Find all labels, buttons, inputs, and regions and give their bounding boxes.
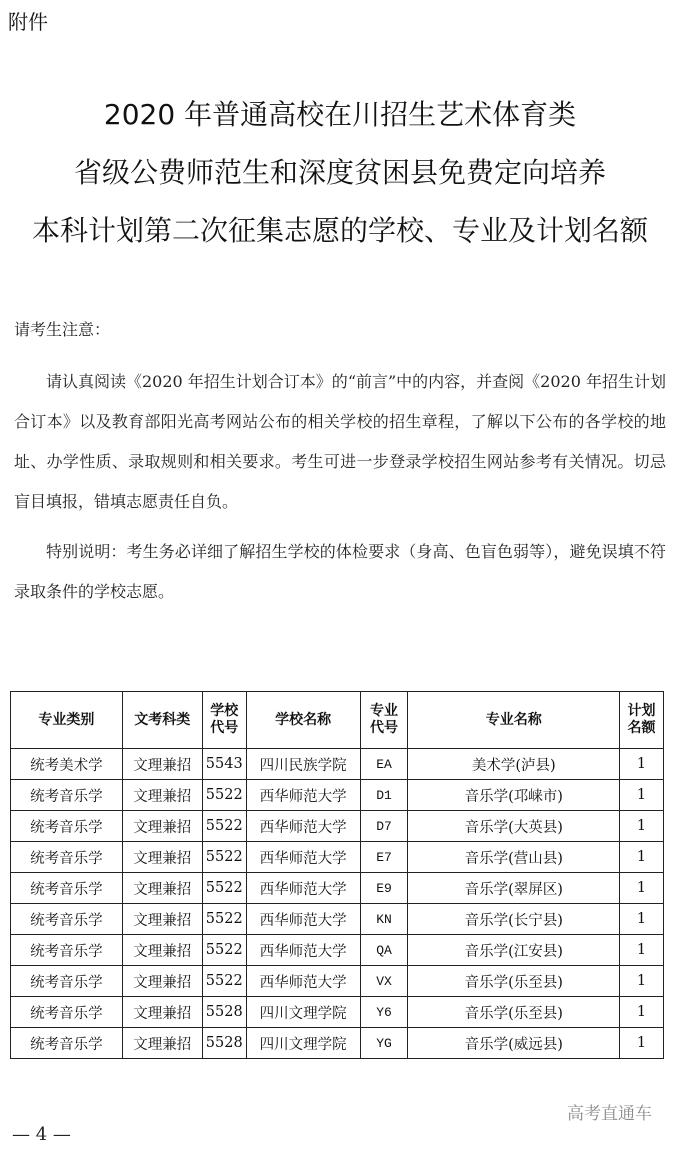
cell-major-name: 音乐学(邛崃市)	[408, 780, 620, 811]
cell-exam-subject: 文理兼招	[122, 780, 202, 811]
cell-school-name: 西华师范大学	[246, 842, 360, 873]
cell-major-name: 音乐学(威远县)	[408, 1028, 620, 1059]
cell-school-code: 5528	[202, 997, 246, 1028]
cell-school-name: 西华师范大学	[246, 873, 360, 904]
cell-plan-quota: 1	[620, 935, 664, 966]
cell-major-category: 统考音乐学	[11, 1028, 123, 1059]
cell-exam-subject: 文理兼招	[122, 966, 202, 997]
cell-school-name: 西华师范大学	[246, 780, 360, 811]
watermark: 高考直通车	[567, 1104, 652, 1124]
cell-school-code: 5528	[202, 1028, 246, 1059]
cell-major-name: 音乐学(江安县)	[408, 935, 620, 966]
cell-major-code: VX	[360, 966, 408, 997]
title-line-2: 省级公费师范生和深度贫困县免费定向培养	[73, 156, 606, 189]
cell-major-name: 音乐学(乐至县)	[408, 966, 620, 997]
cell-major-category: 统考音乐学	[11, 842, 123, 873]
cell-school-code: 5522	[202, 966, 246, 997]
table-row	[11, 1028, 664, 1059]
cell-major-code: KN	[360, 904, 408, 935]
header-exam-subject: 文考科类	[122, 692, 202, 749]
cell-major-code: QA	[360, 935, 408, 966]
cell-plan-quota: 1	[620, 873, 664, 904]
cell-exam-subject: 文理兼招	[122, 935, 202, 966]
cell-plan-quota: 1	[620, 811, 664, 842]
cell-major-category: 统考音乐学	[11, 873, 123, 904]
cell-major-code: E9	[360, 873, 408, 904]
cell-school-name: 四川民族学院	[246, 749, 360, 780]
cell-school-code: 5522	[202, 842, 246, 873]
cell-exam-subject: 文理兼招	[122, 811, 202, 842]
page-number: — 4 —	[12, 1124, 71, 1145]
table-row	[11, 997, 664, 1028]
notice-paragraph-2: 特别说明：考生务必详细了解招生学校的体检要求（身高、色盲色弱等），避免误填不符录取条件的学校志愿。	[14, 542, 666, 601]
notice-paragraph-1: 请认真阅读《2020 年招生计划合订本》的“前言”中的内容，并查阅《2020 年招生计划合订本》以及教育部阳光高考网站公布的相关学校的招生章程，了解以下公布的各学校的地址、办学性质、录取规则和相关要求。考生可进一步登录学校招生网站参考有关情况。切忌盲目填报，错填志愿责任自负。	[14, 372, 666, 511]
cell-school-code: 5522	[202, 780, 246, 811]
table-row	[11, 935, 664, 966]
table-row	[11, 904, 664, 935]
header-major-name: 专业名称	[408, 692, 620, 749]
cell-plan-quota: 1	[620, 1028, 664, 1059]
cell-exam-subject: 文理兼招	[122, 842, 202, 873]
header-major-category: 专业类别	[11, 692, 123, 749]
cell-major-category: 统考音乐学	[11, 811, 123, 842]
cell-plan-quota: 1	[620, 966, 664, 997]
table-row	[11, 842, 664, 873]
cell-plan-quota: 1	[620, 749, 664, 780]
cell-exam-subject: 文理兼招	[122, 997, 202, 1028]
cell-major-name: 音乐学(大英县)	[408, 811, 620, 842]
cell-plan-quota: 1	[620, 842, 664, 873]
cell-major-category: 统考音乐学	[11, 935, 123, 966]
cell-school-code: 5522	[202, 935, 246, 966]
cell-major-category: 统考音乐学	[11, 904, 123, 935]
cell-exam-subject: 文理兼招	[122, 904, 202, 935]
table-row	[11, 966, 664, 997]
cell-major-category: 统考音乐学	[11, 997, 123, 1028]
cell-school-code: 5543	[202, 749, 246, 780]
cell-school-code: 5522	[202, 811, 246, 842]
cell-major-name: 美术学(泸县)	[408, 749, 620, 780]
attachment-label: 附件	[8, 10, 48, 34]
header-plan-quota: 计划 名额	[620, 692, 664, 749]
cell-major-code: E7	[360, 842, 408, 873]
cell-school-name: 西华师范大学	[246, 935, 360, 966]
cell-major-name: 音乐学(长宁县)	[408, 904, 620, 935]
table-row	[11, 811, 664, 842]
cell-major-code: Y6	[360, 997, 408, 1028]
notice-section	[14, 316, 666, 612]
table-header-row	[11, 692, 664, 749]
cell-major-category: 统考音乐学	[11, 966, 123, 997]
cell-major-category: 统考美术学	[11, 749, 123, 780]
cell-school-code: 5522	[202, 873, 246, 904]
header-school-code: 学校 代号	[202, 692, 246, 749]
cell-major-code: D1	[360, 780, 408, 811]
title-line-1: 2020 年普通高校在川招生艺术体育类	[103, 98, 577, 131]
cell-plan-quota: 1	[620, 780, 664, 811]
table-body	[11, 749, 664, 1059]
header-school-name: 学校名称	[246, 692, 360, 749]
cell-major-code: D7	[360, 811, 408, 842]
cell-major-name: 音乐学(营山县)	[408, 842, 620, 873]
table-row	[11, 780, 664, 811]
table-row	[11, 749, 664, 780]
table-row	[11, 873, 664, 904]
cell-school-name: 西华师范大学	[246, 811, 360, 842]
cell-exam-subject: 文理兼招	[122, 1028, 202, 1059]
cell-exam-subject: 文理兼招	[122, 873, 202, 904]
cell-school-name: 四川文理学院	[246, 1028, 360, 1059]
cell-plan-quota: 1	[620, 997, 664, 1028]
document-title	[0, 86, 680, 260]
cell-major-category: 统考音乐学	[11, 780, 123, 811]
cell-major-name: 音乐学(翠屏区)	[408, 873, 620, 904]
notice-heading: 请考生注意：	[14, 320, 111, 339]
cell-school-code: 5522	[202, 904, 246, 935]
title-line-3: 本科计划第二次征集志愿的学校、专业及计划名额	[31, 214, 648, 247]
cell-school-name: 西华师范大学	[246, 966, 360, 997]
cell-school-name: 四川文理学院	[246, 997, 360, 1028]
cell-major-code: EA	[360, 749, 408, 780]
cell-school-name: 西华师范大学	[246, 904, 360, 935]
cell-major-code: YG	[360, 1028, 408, 1059]
admission-plan-table	[10, 691, 664, 1059]
cell-major-name: 音乐学(乐至县)	[408, 997, 620, 1028]
cell-plan-quota: 1	[620, 904, 664, 935]
cell-exam-subject: 文理兼招	[122, 749, 202, 780]
header-major-code: 专业 代号	[360, 692, 408, 749]
